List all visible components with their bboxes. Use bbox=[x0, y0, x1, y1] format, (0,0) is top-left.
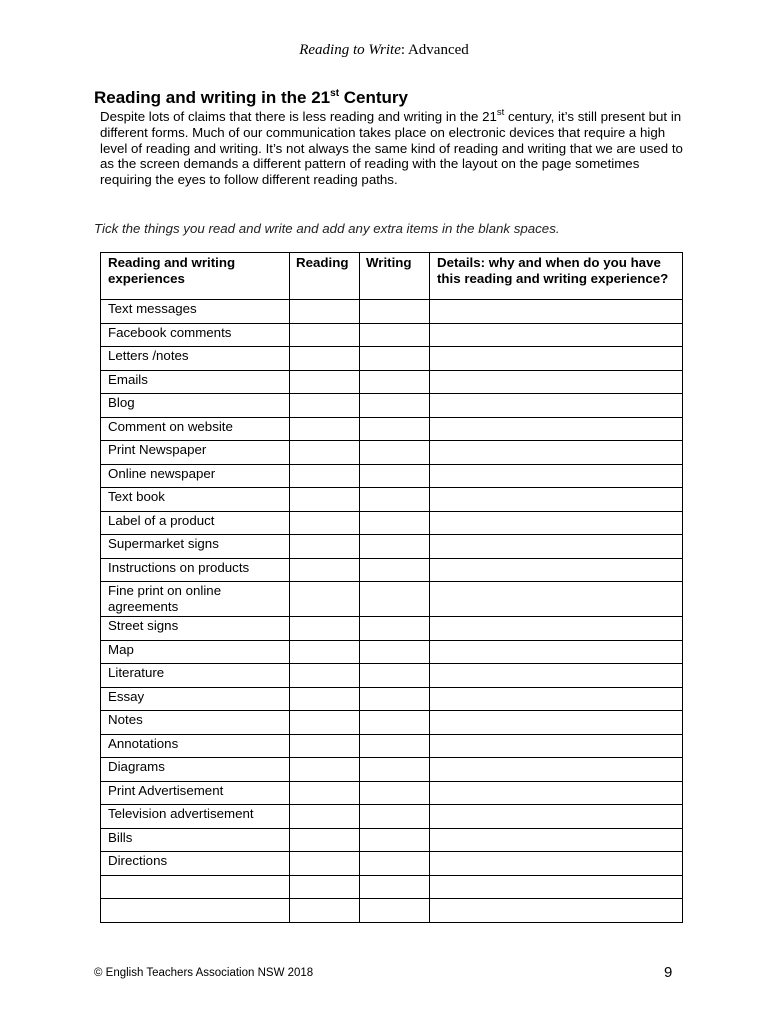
table-row bbox=[101, 464, 683, 488]
reading-cell[interactable] bbox=[290, 617, 360, 641]
details-cell[interactable] bbox=[430, 664, 683, 688]
reading-cell[interactable] bbox=[290, 417, 360, 441]
writing-cell[interactable] bbox=[360, 347, 430, 371]
row-label: Text book bbox=[101, 488, 290, 512]
page-number: 9 bbox=[664, 964, 673, 981]
writing-cell[interactable] bbox=[360, 711, 430, 735]
table-row bbox=[101, 347, 683, 371]
table-row bbox=[101, 617, 683, 641]
details-cell[interactable] bbox=[430, 711, 683, 735]
reading-cell[interactable] bbox=[290, 511, 360, 535]
reading-cell[interactable] bbox=[290, 805, 360, 829]
section-title-end: Century bbox=[339, 88, 409, 107]
series-title: Reading to Write bbox=[299, 42, 401, 58]
intro-sup: st bbox=[496, 107, 505, 118]
header-writing: Writing bbox=[360, 253, 430, 300]
table-row bbox=[101, 511, 683, 535]
row-label: Map bbox=[101, 640, 290, 664]
reading-cell[interactable] bbox=[290, 852, 360, 876]
reading-cell[interactable] bbox=[290, 323, 360, 347]
writing-cell[interactable] bbox=[360, 875, 430, 899]
table-row bbox=[101, 734, 683, 758]
writing-cell[interactable] bbox=[360, 511, 430, 535]
writing-cell[interactable] bbox=[360, 488, 430, 512]
writing-cell[interactable] bbox=[360, 323, 430, 347]
series-level: : Advanced bbox=[400, 42, 469, 58]
reading-cell[interactable] bbox=[290, 640, 360, 664]
row-label: Directions bbox=[101, 852, 290, 876]
table-row bbox=[101, 781, 683, 805]
writing-cell[interactable] bbox=[360, 852, 430, 876]
reading-cell[interactable] bbox=[290, 781, 360, 805]
reading-cell[interactable] bbox=[290, 300, 360, 324]
table-body bbox=[101, 300, 683, 923]
details-cell[interactable] bbox=[430, 300, 683, 324]
writing-cell[interactable] bbox=[360, 535, 430, 559]
details-cell[interactable] bbox=[430, 347, 683, 371]
writing-cell[interactable] bbox=[360, 734, 430, 758]
table-row bbox=[101, 711, 683, 735]
header-reading: Reading bbox=[290, 253, 360, 300]
header-experiences: Reading and writing experiences bbox=[101, 253, 290, 300]
table-row bbox=[101, 441, 683, 465]
row-label: Blog bbox=[101, 394, 290, 418]
writing-cell[interactable] bbox=[360, 758, 430, 782]
details-cell[interactable] bbox=[430, 640, 683, 664]
reading-cell[interactable] bbox=[290, 558, 360, 582]
writing-cell[interactable] bbox=[360, 441, 430, 465]
reading-cell[interactable] bbox=[290, 687, 360, 711]
details-cell[interactable] bbox=[430, 875, 683, 899]
row-label: Print Advertisement bbox=[101, 781, 290, 805]
footer-copyright: © English Teachers Association NSW 2018 bbox=[94, 967, 314, 979]
writing-cell[interactable] bbox=[360, 781, 430, 805]
writing-cell[interactable] bbox=[360, 828, 430, 852]
details-cell[interactable] bbox=[430, 535, 683, 559]
details-cell[interactable] bbox=[430, 899, 683, 923]
writing-cell[interactable] bbox=[360, 687, 430, 711]
row-label: Fine print on online agreements bbox=[101, 582, 290, 617]
reading-cell[interactable] bbox=[290, 347, 360, 371]
table-row bbox=[101, 852, 683, 876]
row-label: Notes bbox=[101, 711, 290, 735]
row-label bbox=[101, 875, 290, 899]
row-label: Diagrams bbox=[101, 758, 290, 782]
reading-cell[interactable] bbox=[290, 875, 360, 899]
row-label: Text messages bbox=[101, 300, 290, 324]
row-label: Literature bbox=[101, 664, 290, 688]
details-cell[interactable] bbox=[430, 558, 683, 582]
writing-cell[interactable] bbox=[360, 464, 430, 488]
table-row bbox=[101, 664, 683, 688]
details-cell[interactable] bbox=[430, 758, 683, 782]
row-label: Essay bbox=[101, 687, 290, 711]
reading-cell[interactable] bbox=[290, 899, 360, 923]
table-header-row bbox=[101, 253, 683, 300]
writing-cell[interactable] bbox=[360, 558, 430, 582]
row-label: Annotations bbox=[101, 734, 290, 758]
table-row bbox=[101, 535, 683, 559]
row-label: Television advertisement bbox=[101, 805, 290, 829]
details-cell[interactable] bbox=[430, 441, 683, 465]
writing-cell[interactable] bbox=[360, 899, 430, 923]
details-cell[interactable] bbox=[430, 464, 683, 488]
table-row bbox=[101, 640, 683, 664]
table-row bbox=[101, 417, 683, 441]
details-cell[interactable] bbox=[430, 370, 683, 394]
table-row bbox=[101, 582, 683, 617]
intro-start: Despite lots of claims that there is less reading and writing in the 21 bbox=[100, 109, 497, 124]
writing-cell[interactable] bbox=[360, 300, 430, 324]
table-row bbox=[101, 300, 683, 324]
details-cell[interactable] bbox=[430, 852, 683, 876]
details-cell[interactable] bbox=[430, 417, 683, 441]
table-row bbox=[101, 828, 683, 852]
row-label: Online newspaper bbox=[101, 464, 290, 488]
table-row bbox=[101, 805, 683, 829]
reading-cell[interactable] bbox=[290, 464, 360, 488]
table-row bbox=[101, 758, 683, 782]
row-label: Supermarket signs bbox=[101, 535, 290, 559]
header-details: Details: why and when do you have this reading and writing experience? bbox=[430, 253, 683, 300]
reading-cell[interactable] bbox=[290, 664, 360, 688]
details-cell[interactable] bbox=[430, 805, 683, 829]
reading-cell[interactable] bbox=[290, 394, 360, 418]
reading-cell[interactable] bbox=[290, 535, 360, 559]
table-row bbox=[101, 875, 683, 899]
reading-cell[interactable] bbox=[290, 828, 360, 852]
running-header bbox=[0, 42, 768, 59]
writing-cell[interactable] bbox=[360, 582, 430, 617]
section-title bbox=[94, 88, 408, 108]
row-label: Bills bbox=[101, 828, 290, 852]
row-label: Facebook comments bbox=[101, 323, 290, 347]
table-row bbox=[101, 488, 683, 512]
details-cell[interactable] bbox=[430, 511, 683, 535]
table-row bbox=[101, 370, 683, 394]
details-cell[interactable] bbox=[430, 781, 683, 805]
reading-cell[interactable] bbox=[290, 758, 360, 782]
row-label: Letters /notes bbox=[101, 347, 290, 371]
writing-cell[interactable] bbox=[360, 617, 430, 641]
reading-cell[interactable] bbox=[290, 734, 360, 758]
row-label: Street signs bbox=[101, 617, 290, 641]
row-label: Print Newspaper bbox=[101, 441, 290, 465]
row-label: Comment on website bbox=[101, 417, 290, 441]
details-cell[interactable] bbox=[430, 488, 683, 512]
reading-cell[interactable] bbox=[290, 488, 360, 512]
details-cell[interactable] bbox=[430, 734, 683, 758]
writing-cell[interactable] bbox=[360, 664, 430, 688]
details-cell[interactable] bbox=[430, 828, 683, 852]
reading-cell[interactable] bbox=[290, 370, 360, 394]
row-label bbox=[101, 899, 290, 923]
reading-cell[interactable] bbox=[290, 582, 360, 617]
details-cell[interactable] bbox=[430, 582, 683, 617]
section-title-main: Reading and writing in the 21 bbox=[94, 88, 331, 107]
reading-cell[interactable] bbox=[290, 441, 360, 465]
row-label: Instructions on products bbox=[101, 558, 290, 582]
writing-cell[interactable] bbox=[360, 394, 430, 418]
instruction-text: Tick the things you read and write and add any extra items in the blank spaces. bbox=[94, 221, 560, 236]
table-row bbox=[101, 687, 683, 711]
details-cell[interactable] bbox=[430, 687, 683, 711]
reading-cell[interactable] bbox=[290, 711, 360, 735]
details-cell[interactable] bbox=[430, 323, 683, 347]
intro-end: century, it’s still present but in different forms. Much of our communication takes place on electronic devices that require a high level of reading and writing. It’s not always the same kind of reading and writing that we are used to as the screen demands a different pattern of reading with the layout on the page sometimes requiring the eyes to follow different reading paths. bbox=[100, 109, 683, 188]
table-row bbox=[101, 323, 683, 347]
table-row bbox=[101, 558, 683, 582]
table-row bbox=[101, 899, 683, 923]
details-cell[interactable] bbox=[430, 394, 683, 418]
writing-cell[interactable] bbox=[360, 805, 430, 829]
intro-paragraph bbox=[100, 109, 690, 188]
section-title-sup: st bbox=[330, 88, 340, 99]
row-label: Emails bbox=[101, 370, 290, 394]
table-row bbox=[101, 394, 683, 418]
writing-cell[interactable] bbox=[360, 417, 430, 441]
writing-cell[interactable] bbox=[360, 370, 430, 394]
details-cell[interactable] bbox=[430, 617, 683, 641]
writing-cell[interactable] bbox=[360, 640, 430, 664]
experiences-table bbox=[100, 252, 683, 923]
row-label: Label of a product bbox=[101, 511, 290, 535]
